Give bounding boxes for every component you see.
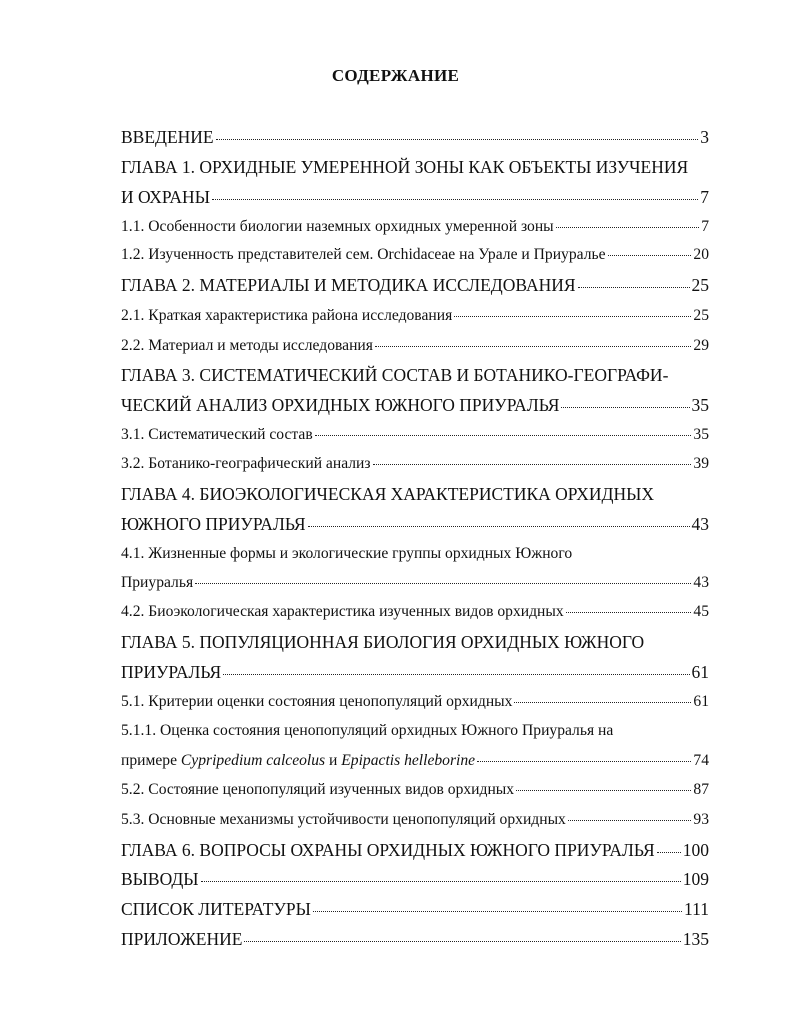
toc-entry-label: СПИСОК ЛИТЕРАТУРЫ [121, 899, 311, 919]
dot-leader [308, 526, 690, 527]
dot-leader [315, 435, 692, 436]
toc-page-number: 35 [691, 395, 709, 415]
dot-leader [477, 761, 691, 762]
toc-entry-label: ГЛАВА 3. СИСТЕМАТИЧЕСКИЙ СОСТАВ И БОТАНИКО-ГЕОГРАФИ- [121, 365, 669, 385]
toc-entry-3-1[interactable] [121, 425, 709, 445]
dot-leader [201, 881, 681, 882]
toc-entry-4-1[interactable] [121, 544, 709, 564]
toc-entry-label: 5.1. Критерии оценки состояния ценопопуляций орхидных [121, 693, 513, 710]
toc-entry-label: ГЛАВА 2. МАТЕРИАЛЫ И МЕТОДИКА ИССЛЕДОВАНИЯ [121, 275, 576, 295]
toc-page-number: 35 [693, 426, 709, 443]
toc-entry-introduction[interactable] [121, 127, 709, 147]
toc-entry-label: ПРИЛОЖЕНИЕ [121, 929, 243, 949]
toc-entry-bibliography[interactable] [121, 899, 709, 919]
toc-entry-chapter-5-cont[interactable] [121, 662, 709, 682]
toc-page-number: 43 [693, 574, 709, 591]
toc-entry-chapter-4[interactable] [121, 484, 709, 504]
toc-entry-label: 1.2. Изученность представителей сем. Orchidaceae на Урале и Приуралье [121, 246, 606, 263]
toc-entry-label: ВЫВОДЫ [121, 869, 199, 889]
toc-entry-4-2[interactable] [121, 602, 709, 622]
toc-entry-label: ГЛАВА 4. БИОЭКОЛОГИЧЕСКАЯ ХАРАКТЕРИСТИКА ОРХИДНЫХ [121, 484, 655, 504]
toc-page-number: 100 [682, 840, 709, 860]
toc-entry-5-2[interactable] [121, 780, 709, 800]
toc-entry-3-2[interactable] [121, 454, 709, 474]
toc-page-number: 74 [693, 752, 709, 769]
toc-entry-label: 4.2. Биоэкологическая характеристика изученных видов орхидных [121, 603, 564, 620]
toc-entry-2-1[interactable] [121, 306, 709, 326]
label-text: и [325, 752, 342, 769]
toc-entry-chapter-4-cont[interactable] [121, 514, 709, 534]
toc-page-number: 25 [691, 275, 709, 295]
toc-page-number: 7 [700, 187, 709, 207]
toc-page-number: 135 [682, 929, 709, 949]
dot-leader [566, 612, 692, 613]
dot-leader [608, 255, 692, 256]
toc-entry-chapter-3[interactable] [121, 365, 709, 385]
toc-page-number: 25 [693, 307, 709, 324]
dot-leader [516, 790, 691, 791]
toc-entry-chapter-3-cont[interactable] [121, 395, 709, 415]
toc-entry-label [121, 751, 475, 771]
toc-entry-label: ГЛАВА 6. ВОПРОСЫ ОХРАНЫ ОРХИДНЫХ ЮЖНОГО ПРИУРАЛЬЯ [121, 840, 655, 860]
dot-leader [313, 911, 682, 912]
toc-entry-label: 4.1. Жизненные формы и экологические группы орхидных Южного [121, 545, 573, 562]
dot-leader [578, 287, 690, 288]
toc-entry-5-1-1[interactable] [121, 721, 709, 741]
dot-leader [212, 199, 698, 200]
dot-leader [556, 227, 700, 228]
dot-leader [375, 346, 691, 347]
toc-entry-label: ГЛАВА 5. ПОПУЛЯЦИОННАЯ БИОЛОГИЯ ОРХИДНЫХ ЮЖНОГО [121, 632, 645, 652]
toc-entry-label: Приуралья [121, 574, 194, 591]
toc-entry-chapter-5[interactable] [121, 632, 709, 652]
toc-entry-label: 5.2. Состояние ценопопуляций изученных видов орхидных [121, 781, 515, 798]
toc-entry-label: 3.1. Систематический состав [121, 426, 313, 443]
dot-leader [657, 852, 681, 853]
toc-entry-label: ЮЖНОГО ПРИУРАЛЬЯ [121, 514, 306, 534]
toc-entry-label: ГЛАВА 1. ОРХИДНЫЕ УМЕРЕННОЙ ЗОНЫ КАК ОБЪЕКТЫ ИЗУЧЕНИЯ [121, 157, 689, 177]
toc-page-number: 111 [684, 899, 709, 919]
dot-leader [514, 702, 691, 703]
toc-entry-label: ПРИУРАЛЬЯ [121, 662, 222, 682]
toc-entry-label: 5.3. Основные механизмы устойчивости ценопопуляций орхидных [121, 811, 566, 828]
toc-entry-5-3[interactable] [121, 810, 709, 830]
dot-leader [216, 139, 699, 140]
toc-page-number: 93 [693, 811, 709, 828]
toc-page-number: 61 [693, 693, 709, 710]
toc-entry-4-1-cont[interactable] [121, 573, 709, 593]
dot-leader [195, 583, 691, 584]
toc-entry-label: 1.1. Особенности биологии наземных орхидных умеренной зоны [121, 218, 554, 235]
table-of-contents [121, 0, 709, 1023]
toc-entry-chapter-6[interactable] [121, 840, 709, 860]
toc-page-number: 29 [693, 337, 709, 354]
toc-page-number: 43 [691, 514, 709, 534]
toc-page-number: 7 [701, 218, 709, 235]
toc-entry-2-2[interactable] [121, 336, 709, 356]
toc-entry-1-2[interactable] [121, 245, 709, 265]
dot-leader [454, 316, 691, 317]
toc-entry-label: 5.1.1. Оценка состояния ценопопуляций орхидных Южного Приуралья на [121, 722, 614, 739]
toc-page-number: 39 [693, 455, 709, 472]
toc-page-number: 45 [693, 603, 709, 620]
toc-entry-label: И ОХРАНЫ [121, 187, 210, 207]
species-name: Cypripedium calceolus [180, 752, 326, 769]
toc-page-number: 20 [693, 246, 709, 263]
label-text: примере [121, 752, 181, 769]
toc-entry-label: 3.2. Ботанико-географический анализ [121, 455, 371, 472]
toc-entry-conclusions[interactable] [121, 869, 709, 889]
dot-leader [568, 820, 692, 821]
toc-page-number: 3 [700, 127, 709, 147]
toc-entry-label: ЧЕСКИЙ АНАЛИЗ ОРХИДНЫХ ЮЖНОГО ПРИУРАЛЬЯ [121, 395, 560, 415]
dot-leader [244, 941, 680, 942]
dot-leader [223, 674, 689, 675]
dot-leader [373, 464, 692, 465]
toc-page-number: 109 [682, 869, 709, 889]
dot-leader [561, 407, 689, 408]
toc-entry-1-1[interactable] [121, 217, 709, 237]
toc-entry-5-1-1-cont[interactable] [121, 751, 709, 771]
page-title: СОДЕРЖАНИЕ [331, 66, 460, 85]
toc-entry-label: 2.2. Материал и методы исследования [121, 337, 373, 354]
toc-page-number: 61 [691, 662, 709, 682]
species-name: Epipactis helleborine [341, 752, 476, 769]
toc-entry-label: ВВЕДЕНИЕ [121, 127, 214, 147]
toc-entry-appendix[interactable] [121, 929, 709, 949]
toc-entry-chapter-1-cont[interactable] [121, 187, 709, 207]
toc-page-number: 87 [693, 781, 709, 798]
toc-entry-5-1[interactable] [121, 692, 709, 712]
toc-entry-chapter-2[interactable] [121, 275, 709, 295]
toc-entry-label: 2.1. Краткая характеристика района исследования [121, 307, 453, 324]
toc-entry-chapter-1[interactable] [121, 157, 709, 177]
